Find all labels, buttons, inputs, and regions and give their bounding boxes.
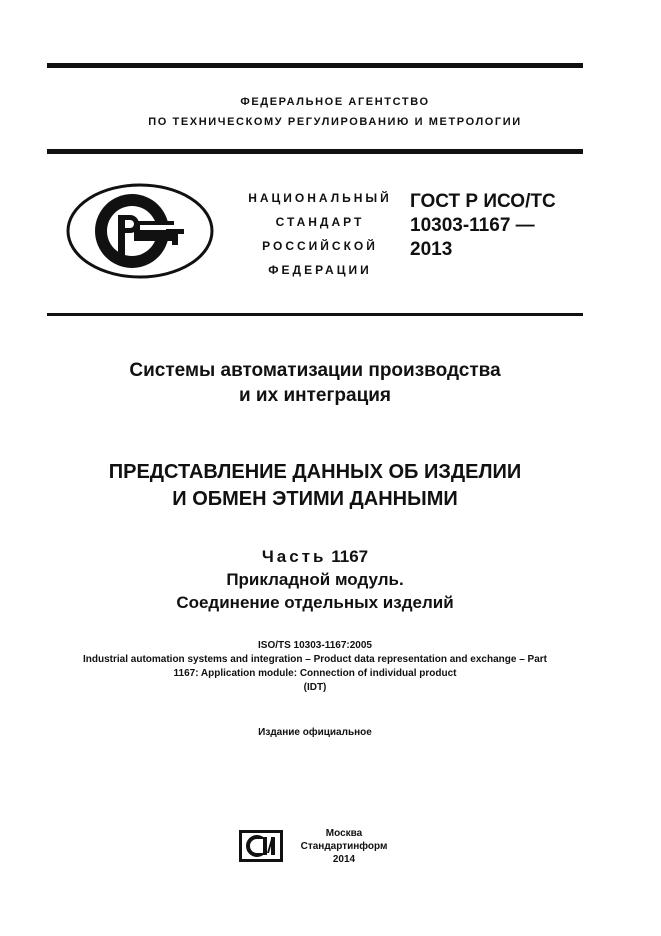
national-standard-label: [240, 186, 400, 282]
standard-type-line-3: РОССИЙСКОЙ: [262, 239, 378, 253]
part-label: Часть: [261, 547, 327, 566]
iso-title-line-1: Industrial automation systems and integration – Product data representation and exchange – Part: [83, 654, 547, 665]
standard-type-line-4: ФЕДЕРАЦИИ: [268, 263, 372, 277]
part-number: 1167: [331, 547, 369, 566]
middle-rule: [47, 149, 583, 154]
publisher-name: Стандартинформ: [300, 841, 388, 852]
document-subtitle: [0, 459, 630, 513]
publisher-city: Москва: [325, 828, 363, 839]
part-block: [0, 545, 630, 614]
standard-designation: [410, 190, 556, 262]
document-title: [0, 358, 630, 408]
agency-header: [47, 92, 623, 132]
iso-title-line-2: 1167: Application module: Connection of individual product: [173, 668, 457, 679]
subtitle-line-2: И ОБМЕН ЭТИМИ ДАННЫМИ: [172, 488, 458, 510]
rst-conformity-mark-icon: [66, 183, 214, 279]
lower-rule: [47, 313, 583, 316]
title-line-1: Системы автоматизации производства: [129, 360, 501, 381]
edition-label: Издание официальное: [258, 727, 372, 738]
part-module: Прикладной модуль.: [226, 570, 404, 589]
standard-type-line-1: НАЦИОНАЛЬНЫЙ: [248, 191, 392, 205]
part-heading: [0, 545, 630, 568]
agency-line-1: ФЕДЕРАЛЬНОЕ АГЕНТСТВО: [240, 96, 430, 108]
publisher-block: [296, 827, 392, 866]
designation-line-3: 2013: [410, 239, 453, 260]
standartinform-logo-icon: [238, 829, 284, 863]
standard-type-line-2: СТАНДАРТ: [275, 215, 365, 229]
iso-equivalence: (IDT): [303, 682, 327, 693]
designation-line-2: 10303-1167 —: [410, 215, 535, 236]
publisher-year: 2014: [332, 854, 356, 865]
agency-line-2: ПО ТЕХНИЧЕСКОМУ РЕГУЛИРОВАНИЮ И МЕТРОЛОГИИ: [148, 116, 522, 128]
subtitle-line-1: ПРЕДСТАВЛЕНИЕ ДАННЫХ ОБ ИЗДЕЛИИ: [108, 461, 522, 483]
iso-reference: [0, 639, 630, 695]
top-rule: [47, 63, 583, 68]
iso-code: ISO/TS 10303-1167:2005: [258, 640, 372, 651]
designation-line-1: ГОСТ Р ИСО/ТС: [410, 191, 556, 212]
part-topic: Соединение отдельных изделий: [176, 593, 454, 612]
title-line-2: и их интеграция: [238, 385, 392, 406]
